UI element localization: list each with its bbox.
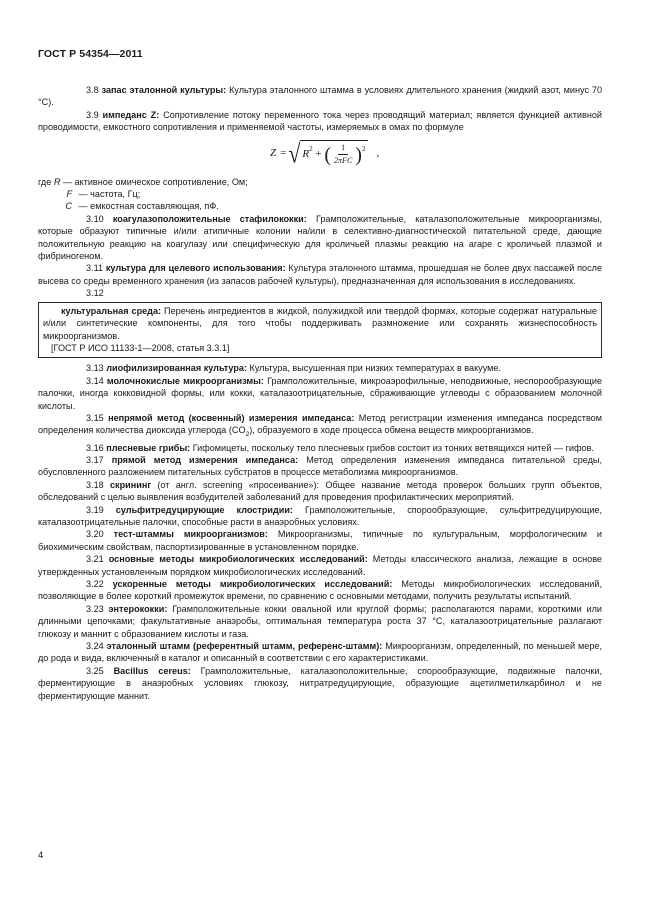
term: энтерококки: [108, 603, 168, 614]
definition-3-22 [38, 578, 602, 603]
legend-variable: C [65, 201, 72, 212]
definition-3-17 [38, 454, 602, 479]
paren-open: ( [324, 143, 332, 166]
definition-3-16 [38, 442, 602, 454]
clause-number: 3.21 [86, 554, 104, 565]
definition-text: Грамположительные кокки овальной или круглой формы; располагаются парами, короткими или длинными цепочками; факультативные анаэробы, оптимальная температура роста 37 °С, каталазоотрицательные разлагают глюкозу и маннит с образованием кислоты и газа. [38, 603, 602, 639]
radicand [300, 140, 368, 168]
definition-text: (от англ. screening «просеивание»): Общее название метода проверок больших групп объектов, обследований с целью выявления возбудителей заболеваний для проведения профилактических мероприятий. [38, 479, 602, 503]
clause-number: 3.25 [86, 665, 104, 676]
term: коагулазоположительные стафилококки: [112, 213, 307, 224]
formula-sqrt [288, 137, 368, 168]
formula-equals: = [280, 147, 287, 160]
clause-number: 3.23 [86, 603, 104, 614]
fraction-numerator: 1 [338, 142, 348, 155]
clause-number: 3.10 [86, 213, 104, 224]
definition-3-25 [38, 665, 602, 702]
term: тест-штаммы микроорганизмов: [113, 529, 268, 540]
definition-text: Метод определения изменения импеданса питательной среды, обусловленного разложением питательных субстратов в процессе метаболизма микроорганизмов. [38, 454, 602, 478]
term: ускоренные методы микробиологических исследований: [112, 579, 393, 590]
legend-r [38, 176, 602, 188]
definition-text: Микроорганизм, определенный, по меньшей мере, до рода и вида, включенный в каталог и описанный в соответствии с его характеристиками. [38, 641, 602, 664]
definition-text: Грамположительные, каталазоположительные, спорообразующие, подвижные палочки, ферментирующие в анаэробных условиях глюкозу, нитратредуцирующие, образующие ацетилметилкарбинол и не ферментирующие маннит. [38, 665, 602, 701]
clause-number: 3.18 [86, 479, 104, 490]
term: непрямой метод (косвенный) измерения импеданса: [108, 412, 355, 423]
legend-variable: F [66, 189, 72, 200]
term: сульфитредуцирующие клостридии: [115, 504, 293, 515]
impedance-formula [38, 134, 602, 176]
fraction-denominator: 2πFC [334, 156, 353, 166]
clause-number: 3.15 [86, 412, 104, 423]
definition-text: Сопротивление потоку переменного тока через проводящий материал; является функцией активной проводимости, емкостного сопротивления и применяемой частоты, измеряемых в омах по формуле [38, 109, 602, 133]
definition-text: Культура эталонного штамма, прошедшая не более двух пассажей после высева со среды временного хранения (из запасов рабочей культуры), предназначенная для использования в исследованиях. [38, 263, 603, 286]
legend-f [38, 188, 602, 200]
term: плесневые грибы: [106, 442, 191, 453]
definition-3-12 [38, 287, 602, 299]
definition-text: Методы микробиологических исследований, позволяющие в более короткий промежуток времени, по сравнению с основными методами, получить результаты испытаний. [38, 579, 602, 602]
clause-number: 3.20 [86, 529, 104, 540]
definition-text: Микроорганизмы, типичные по культуральным, морфологическим и биохимическим свойствам, паспортизированные в установленном порядке. [38, 529, 603, 552]
definition-text: Перечень ингредиентов в жидкой, полужидкой или твердой формах, которые содержат натуральные и/или синтетические компоненты, для того чтобы поддерживать размножение или сохранять жизнеспособность микроорганизмов. [43, 305, 597, 341]
term: культура для целевого использования: [105, 263, 286, 274]
formula-exponent-2: 2 [361, 145, 366, 154]
definition-3-11 [38, 262, 602, 287]
definition-text: Грамположительные, микроаэрофильные, неподвижные, неспорообразующие палочки, иногда кокковидной формы, или кокки, каталазоотрицательные, сбраживающие углеводы с образованием молочной кислоты. [38, 375, 603, 411]
definition-3-19 [38, 504, 602, 529]
legend-text: — емкостная составляющая, пФ. [76, 201, 219, 212]
term: основные методы микробиологических исследований: [108, 554, 368, 565]
term: скрининг [109, 479, 152, 490]
definition-text: Методы классического анализа, лежащие в основе утвержденных установленным порядком микробиологических исследований. [38, 554, 602, 577]
definition-text: Культура эталонного штамма в условиях длительного хранения (жидкий азот, минус 70 °С). [38, 85, 603, 108]
quoted-definition-box [38, 302, 602, 359]
formula-lhs: Z [270, 147, 277, 160]
paren-close: ) [355, 143, 362, 166]
clause-number: 3.16 [86, 442, 104, 453]
clause-number: 3.8 [86, 85, 99, 95]
formula-r: R [302, 148, 310, 161]
formula-comma: , [376, 147, 380, 160]
definition-3-14 [38, 375, 602, 412]
definition-3-15 [38, 412, 602, 442]
term: молочнокислые микроорганизмы: [106, 375, 264, 386]
clause-number: 3.14 [86, 375, 104, 386]
formula-exponent: 2 [309, 145, 313, 154]
legend-prefix: где [38, 176, 54, 187]
definition-text: Грамположительные, спорообразующие, сульфитредуцирующие, каталазоотрицательные палочки, способные расти в анаэробных условиях. [38, 504, 602, 527]
definition-text: Культура, высушенная при низких температурах в вакууме. [247, 363, 501, 374]
source-reference: [ГОСТ Р ИСО 11133-1—2008, статья 3.3.1] [51, 342, 230, 353]
clause-number: 3.22 [86, 579, 104, 590]
term: лиофилизированная культура: [106, 363, 248, 374]
legend-text: — активное омическое сопротивление, Ом; [60, 176, 248, 187]
definition-3-9 [38, 109, 602, 134]
definition-text-cont: ), образуемого в ходе процесса обмена веществ микроорганизмов. [249, 425, 534, 436]
definition-3-8 [38, 84, 602, 109]
term: запас эталонной культуры: [101, 85, 227, 95]
definition-text: Грамположительные, каталазоположительные микроорганизмы, которые образуют типичные и/или атипичные колонии на/или в селективно-диагностической питательной среде, дающие положительную реакцию на коагулазу или специфическую для кроличьей плазмы реакцию на агаре с кроличьей плазмой и фибриногеном. [38, 213, 602, 262]
term: эталонный штамм (референтный штамм, референс-штамм): [106, 641, 383, 652]
legend-c [38, 200, 602, 212]
formula-fraction [332, 142, 354, 168]
definition-3-13 [38, 362, 602, 374]
radical-sign: √ [288, 137, 301, 168]
page-header: ГОСТ Р 54354—2011 [38, 48, 143, 60]
quoted-definition [43, 305, 597, 342]
clause-number: 3.24 [86, 641, 104, 652]
legend-variable: R [53, 176, 61, 187]
term: прямой метод измерения импеданса: [111, 454, 299, 465]
clause-number: 3.9 [86, 109, 99, 120]
clause-number: 3.12 [86, 288, 104, 299]
clause-number: 3.11 [86, 263, 104, 274]
formula-plus: + [315, 148, 322, 161]
term: Bacillus cereus: [113, 665, 191, 676]
definition-3-20 [38, 528, 602, 553]
term: культуральная среда: [61, 305, 162, 316]
subscript: 2 [245, 431, 250, 439]
legend-text: — частота, Гц; [76, 189, 141, 200]
definition-text: Гифомицеты, поскольку тело плесневых грибов состоит из тонких ветвящихся нитей — гифов. [190, 442, 594, 453]
page-number: 4 [38, 850, 44, 861]
definition-text: Метод регистрации изменения импеданса посредством определения количества диоксида углерода (CO [38, 412, 602, 436]
clause-number: 3.19 [86, 504, 104, 515]
clause-number: 3.13 [86, 363, 104, 374]
clause-number: 3.17 [86, 454, 104, 465]
document-body [38, 78, 602, 702]
definition-3-21 [38, 553, 602, 578]
definition-3-10 [38, 213, 602, 263]
term: импеданс Z: [102, 109, 160, 120]
definition-3-18 [38, 479, 602, 504]
definition-3-23 [38, 603, 602, 640]
definition-3-24 [38, 640, 602, 665]
